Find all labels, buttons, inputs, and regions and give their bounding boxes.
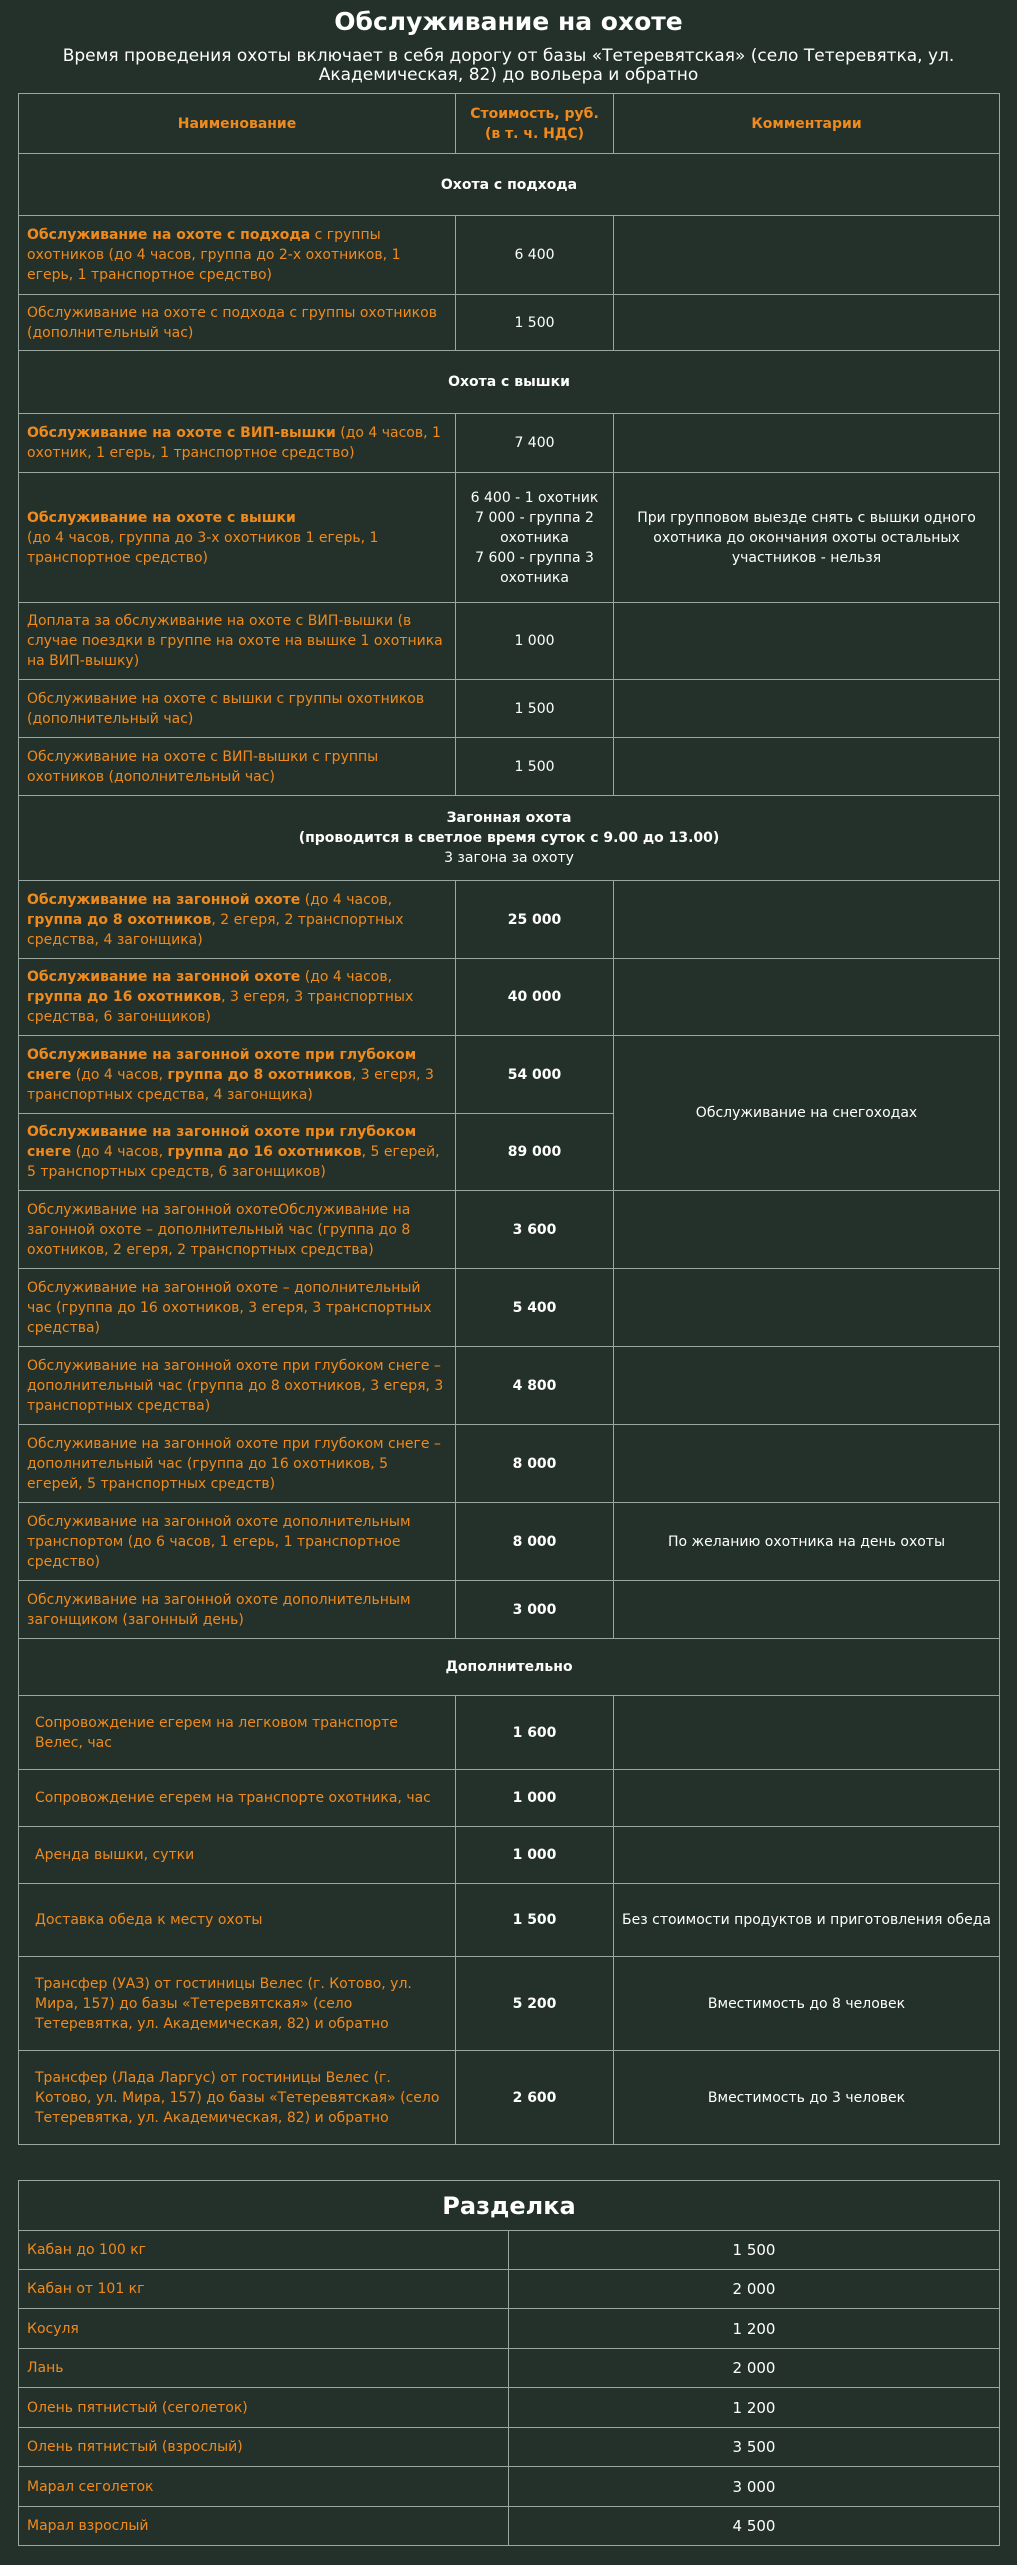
list-item <box>19 2309 1000 2349</box>
row-name: Трансфер (УАЗ) от гостиницы Велес (г. Котово, ул. Мира, 157) до базы «Тетеревятская» (село Тетеревятка, ул. Академическая, 82) и обратно <box>19 1957 456 2051</box>
page-subtitle: Время проведения охоты включает в себя дорогу от базы «Тетеревятская» (село Тетеревятка, ул. Академическая, 82) до вольера и обратно <box>62 46 955 85</box>
section-tower: Охота с вышки <box>19 351 1000 414</box>
row-price: 1 500 <box>456 295 614 351</box>
row-name-text: , 3 егеря, 3 транспортных средства, 4 загонщика) <box>27 1066 434 1103</box>
row-price: 6 400 <box>456 216 614 295</box>
row-name: Доплата за обслуживание на охоте с ВИП-вышки (в случае поездки в группе на охоте на вышке 1 охотника на ВИП-вышку) <box>19 603 456 680</box>
row-price: 3 600 <box>456 1191 614 1269</box>
row-name: Обслуживание на загонной охоте дополнительным транспортом (до 6 часов, 1 егерь, 1 транспортное средство) <box>19 1503 456 1581</box>
row-price: 1 000 <box>456 1827 614 1884</box>
table-row <box>19 1770 1000 1827</box>
table-row <box>19 2051 1000 2145</box>
row-price: 1 500 <box>456 738 614 796</box>
row-name: Сопровождение егерем на транспорте охотника, час <box>19 1770 456 1827</box>
row-comment <box>614 414 1000 473</box>
row-comment: Вместимость до 3 человек <box>614 2051 1000 2145</box>
row-comment <box>614 1269 1000 1347</box>
razdelka-item-price: 4 500 <box>509 2507 1000 2546</box>
row-price: 1 500 <box>456 1884 614 1957</box>
table-row <box>19 473 1000 603</box>
row-comment: По желанию охотника на день охоты <box>614 1503 1000 1581</box>
razdelka-table <box>18 2180 1000 2546</box>
table-row <box>19 959 1000 1036</box>
row-comment <box>614 680 1000 738</box>
row-name <box>19 959 456 1036</box>
row-name-bold: Обслуживание на загонной охоте при глубоком снеге <box>27 1046 417 1083</box>
row-comment: Обслуживание на снегоходах <box>614 1036 1000 1191</box>
row-comment <box>614 216 1000 295</box>
list-item <box>19 2507 1000 2546</box>
price-line: 7 000 - группа 2 охотника <box>475 509 594 546</box>
services-table <box>18 93 1000 2145</box>
razdelka-item-name: Марал взрослый <box>19 2507 509 2546</box>
row-name-text: , 5 егерей, 5 транспортных средств, 6 загонщиков) <box>27 1144 440 1180</box>
table-row <box>19 680 1000 738</box>
razdelka-item-name: Марал сеголеток <box>19 2467 509 2507</box>
table-row <box>19 1269 1000 1347</box>
row-name-bold: группа до 16 охотников <box>27 989 222 1005</box>
list-item <box>19 2467 1000 2507</box>
razdelka-title-row <box>19 2181 1000 2231</box>
row-price: 1 500 <box>456 680 614 738</box>
table-row <box>19 1347 1000 1425</box>
table-row <box>19 295 1000 351</box>
section-row <box>19 154 1000 216</box>
razdelka-item-price: 2 000 <box>509 2270 1000 2309</box>
table-row <box>19 738 1000 796</box>
razdelka-item-name: Лань <box>19 2349 509 2388</box>
row-price: 2 600 <box>456 2051 614 2145</box>
header-price-line1: Стоимость, руб. <box>470 105 599 122</box>
row-name-bold: группа до 8 охотников <box>27 911 212 928</box>
section-driven-note: (проводится в светлое время суток с 9.00 до 13.00) <box>298 830 720 846</box>
section-driven-title: Загонная охота <box>446 810 572 826</box>
row-name-bold: группа до 16 охотников <box>167 1144 362 1160</box>
row-price: 25 000 <box>456 881 614 959</box>
row-price: 89 000 <box>456 1114 614 1191</box>
row-name-bold: Обслуживание на охоте с ВИП-вышки <box>27 425 336 441</box>
razdelka-title: Разделка <box>19 2181 1000 2231</box>
row-name-text: (до 4 часов, 1 охотник, 1 егерь, 1 транспортное средство) <box>27 425 441 461</box>
section-driven <box>19 796 1000 881</box>
row-name <box>19 414 456 473</box>
row-name: Аренда вышки, сутки <box>19 1827 456 1884</box>
row-name-text: с группы охотников (до 4 часов, группа до 2-х охотников, 1 егерь, 1 транспортное средство) <box>27 227 401 283</box>
row-name: Обслуживание на загонной охотеОбслуживание на загонной охоте – дополнительный час (группа до 8 охотников, 2 егеря, 2 транспортных средства) <box>19 1191 456 1269</box>
table-row <box>19 1036 1000 1114</box>
row-comment <box>614 959 1000 1036</box>
row-name: Обслуживание на охоте с подхода с группы охотников (дополнительный час) <box>19 295 456 351</box>
row-price: 4 800 <box>456 1347 614 1425</box>
row-name: Обслуживание на загонной охоте – дополнительный час (группа до 16 охотников, 3 егеря, 3 транспортных средства) <box>19 1269 456 1347</box>
list-item <box>19 2231 1000 2270</box>
razdelka-item-price: 3 500 <box>509 2428 1000 2467</box>
header-price <box>456 94 614 154</box>
section-row <box>19 1639 1000 1696</box>
row-name-text: (до 4 часов, <box>300 969 393 985</box>
row-price: 1 000 <box>456 1770 614 1827</box>
section-approach: Охота с подхода <box>19 154 1000 216</box>
table-row <box>19 1827 1000 1884</box>
page-title: Обслуживание на охоте <box>334 7 683 36</box>
row-comment <box>614 1425 1000 1503</box>
razdelka-item-name: Кабан до 100 кг <box>19 2231 509 2270</box>
row-name-text: (до 4 часов, группа до 3-х охотников 1 егерь, 1 транспортное средство) <box>27 529 379 566</box>
row-name <box>19 473 456 603</box>
row-price: 5 400 <box>456 1269 614 1347</box>
razdelka-item-price: 1 500 <box>509 2231 1000 2270</box>
table-row <box>19 216 1000 295</box>
row-name-text: , 2 егеря, 2 транспортных средства, 4 загонщика) <box>27 911 404 948</box>
row-name: Трансфер (Лада Ларгус) от гостиницы Велес (г. Котово, ул. Мира, 157) до базы «Тетеревятская» (село Тетеревятка, ул. Академическая, 82) и обратно <box>19 2051 456 2145</box>
row-price: 1 600 <box>456 1696 614 1770</box>
price-line: 7 600 - группа 3 охотника <box>475 549 594 586</box>
row-name: Обслуживание на охоте с вышки с группы охотников (дополнительный час) <box>19 680 456 738</box>
row-name: Доставка обеда к месту охоты <box>19 1884 456 1957</box>
row-price: 3 000 <box>456 1581 614 1639</box>
row-comment <box>614 1581 1000 1639</box>
header-price-line2: (в т. ч. НДС) <box>484 125 585 142</box>
table-row <box>19 1696 1000 1770</box>
row-name: Обслуживание на загонной охоте дополнительным загонщиком (загонный день) <box>19 1581 456 1639</box>
row-comment <box>614 1347 1000 1425</box>
row-comment: Вместимость до 8 человек <box>614 1957 1000 2051</box>
table-row <box>19 881 1000 959</box>
row-price: 8 000 <box>456 1503 614 1581</box>
list-item <box>19 2428 1000 2467</box>
list-item <box>19 2270 1000 2309</box>
row-name-text: (до 4 часов, <box>71 1144 168 1160</box>
row-comment: При групповом выезде снять с вышки одного охотника до окончания охоты остальных участников - нельзя <box>614 473 1000 603</box>
row-name-bold: Обслуживание на охоте с вышки <box>27 509 296 526</box>
table-row <box>19 414 1000 473</box>
table-row <box>19 1884 1000 1957</box>
row-name-text: (до 4 часов, <box>300 891 393 908</box>
list-item <box>19 2349 1000 2388</box>
table-row <box>19 1503 1000 1581</box>
row-name-bold: группа до 8 охотников <box>167 1066 352 1083</box>
row-price: 1 000 <box>456 603 614 680</box>
row-name-bold: Обслуживание на загонной охоте при глубоком снеге <box>27 1124 417 1160</box>
row-name <box>19 216 456 295</box>
price-line: 6 400 - 1 охотник <box>470 489 599 506</box>
row-name-bold: Обслуживание на загонной охоте <box>27 891 301 908</box>
row-name-bold: Обслуживание на загонной охоте <box>27 969 301 985</box>
row-name: Обслуживание на охоте с ВИП-вышки с группы охотников (дополнительный час) <box>19 738 456 796</box>
row-price: 54 000 <box>456 1036 614 1114</box>
razdelka-item-price: 1 200 <box>509 2388 1000 2428</box>
row-name: Обслуживание на загонной охоте при глубоком снеге – дополнительный час (группа до 16 охотников, 5 егерей, 5 транспортных средств) <box>19 1425 456 1503</box>
list-item <box>19 2388 1000 2428</box>
table-row <box>19 1957 1000 2051</box>
row-comment: Без стоимости продуктов и приготовления обеда <box>614 1884 1000 1957</box>
row-name: Сопровождение егерем на легковом транспорте Велес, час <box>19 1696 456 1770</box>
row-comment <box>614 1696 1000 1770</box>
row-comment <box>614 295 1000 351</box>
row-price: 8 000 <box>456 1425 614 1503</box>
row-name: Обслуживание на загонной охоте при глубоком снеге – дополнительный час (группа до 8 охотников, 3 егеря, 3 транспортных средства) <box>19 1347 456 1425</box>
row-price: 40 000 <box>456 959 614 1036</box>
header-comment: Комментарии <box>614 94 1000 154</box>
table-row <box>19 1425 1000 1503</box>
section-driven-sub: 3 загона за охоту <box>444 850 574 866</box>
razdelka-item-name: Косуля <box>19 2309 509 2349</box>
razdelka-item-name: Олень пятнистый (сеголеток) <box>19 2388 509 2428</box>
row-comment <box>614 881 1000 959</box>
row-price <box>456 473 614 603</box>
section-extra: Дополнительно <box>19 1639 1000 1696</box>
row-name <box>19 1114 456 1191</box>
section-row <box>19 351 1000 414</box>
row-comment <box>614 1191 1000 1269</box>
row-price: 7 400 <box>456 414 614 473</box>
header-name: Наименование <box>19 94 456 154</box>
razdelka-item-name: Олень пятнистый (взрослый) <box>19 2428 509 2467</box>
row-name-text: , 3 егеря, 3 транспортных средства, 6 загонщиков) <box>27 989 414 1025</box>
section-row <box>19 796 1000 881</box>
row-comment <box>614 738 1000 796</box>
table-row <box>19 1581 1000 1639</box>
row-name-text: (до 4 часов, <box>71 1066 168 1083</box>
row-comment <box>614 1770 1000 1827</box>
row-comment <box>614 603 1000 680</box>
row-name <box>19 881 456 959</box>
row-name <box>19 1036 456 1114</box>
razdelka-item-price: 3 000 <box>509 2467 1000 2507</box>
row-price: 5 200 <box>456 1957 614 2051</box>
table-row <box>19 1191 1000 1269</box>
razdelka-item-price: 1 200 <box>509 2309 1000 2349</box>
row-comment <box>614 1827 1000 1884</box>
razdelka-item-name: Кабан от 101 кг <box>19 2270 509 2309</box>
table-header-row <box>19 94 1000 154</box>
row-name-bold: Обслуживание на охоте с подхода <box>27 227 311 243</box>
table-row <box>19 603 1000 680</box>
razdelka-item-price: 2 000 <box>509 2349 1000 2388</box>
